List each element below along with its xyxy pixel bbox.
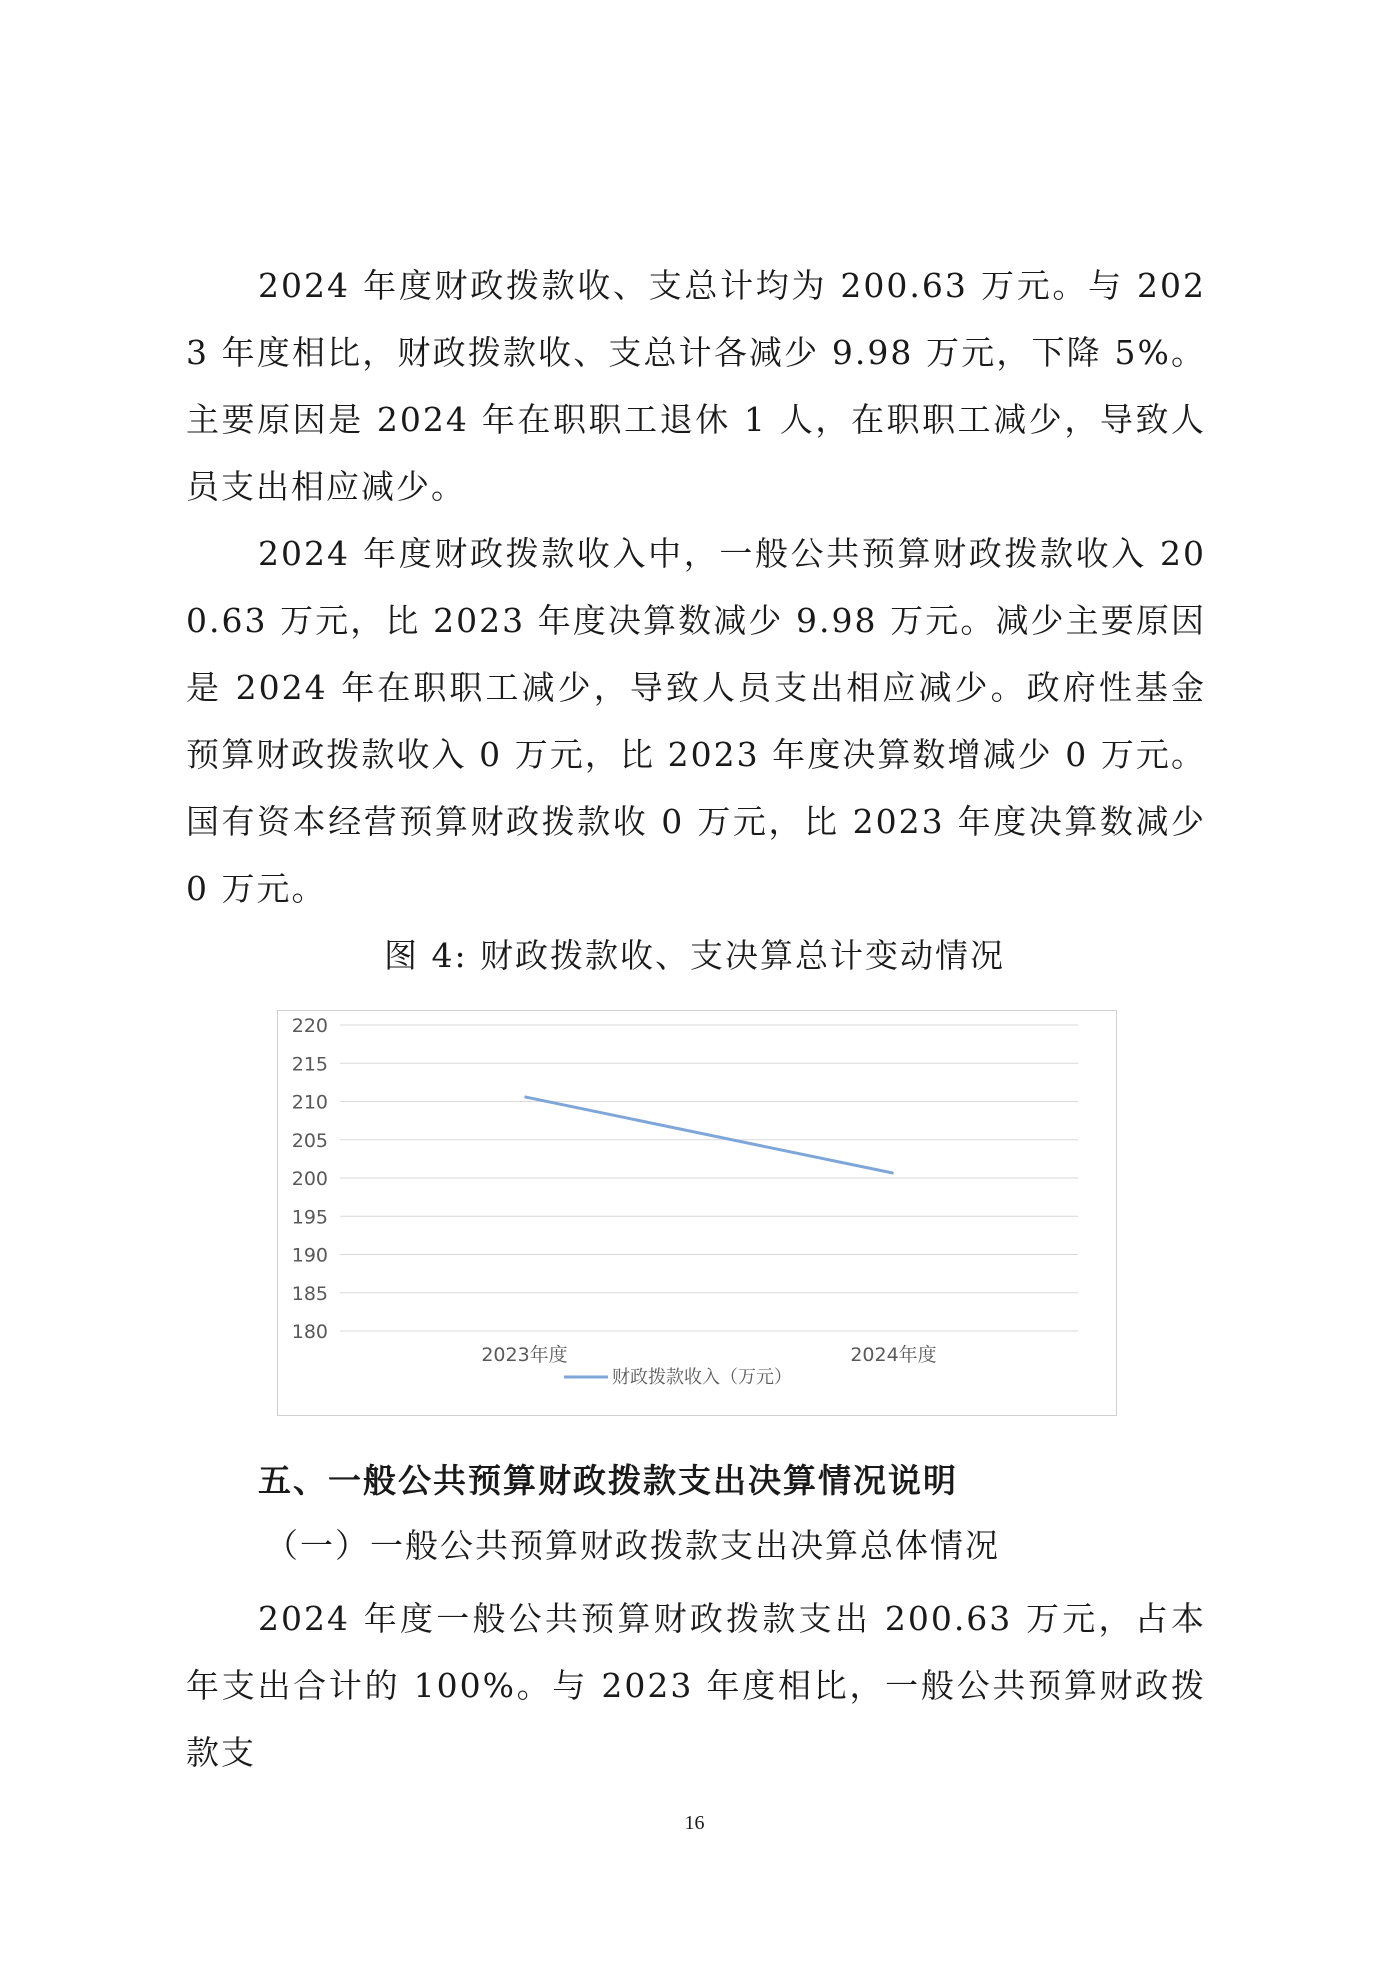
- y-tick-label: 190: [291, 1244, 328, 1267]
- paragraph-block-2: [186, 520, 1206, 922]
- y-tick-label: 205: [291, 1129, 328, 1152]
- section-heading: 五、一般公共预算财政拨款支出决算情况说明: [258, 1461, 958, 1500]
- y-tick-label: 195: [291, 1206, 328, 1229]
- paragraph-3: 2024 年度一般公共预算财政拨款支出 200.63 万元，占本年支出合计的 100%。与 2023 年度相比，一般公共预算财政拨款支: [186, 1599, 1206, 1772]
- series-line: [525, 1097, 894, 1173]
- y-tick-label: 200: [291, 1168, 328, 1190]
- y-tick-label: 210: [291, 1091, 328, 1114]
- legend-label: 财政拨款收入（万元）: [612, 1367, 792, 1388]
- chart-canvas: [278, 1011, 1116, 1415]
- figure-caption: 图 4: 财政拨款收、支决算总计变动情况: [383, 936, 1006, 975]
- x-tick-label: 2023年度: [481, 1344, 568, 1366]
- page-number: 16: [684, 1812, 705, 1834]
- y-tick-label: 220: [291, 1015, 328, 1037]
- sub-heading: （一）一般公共预算财政拨款支出决算总体情况: [265, 1526, 1000, 1565]
- paragraph-2: 2024 年度财政拨款收入中，一般公共预算财政拨款收入 200.63 万元，比 2023 年度决算数减少 9.98 万元。减少主要原因是 2024 年在职职工减少，导致人员支出相应减少。政府性基金预算财政拨款收入 0 万元，比 2023 年度决算数增减少 0 万元。国有资本经营预算财政拨款收 0 万元，比 2023 年度决算数减少 0 万元。: [186, 534, 1206, 908]
- paragraph-block-1: [186, 252, 1206, 520]
- y-tick-label: 180: [291, 1321, 328, 1343]
- paragraph-1: 2024 年度财政拨款收、支总计均为 200.63 万元。与 2023 年度相比，财政拨款收、支总计各减少 9.98 万元，下降 5%。主要原因是 2024 年在职职工退休 1 人，在职职工减少，导致人员支出相应减少。: [186, 266, 1206, 506]
- line-chart: [277, 1010, 1117, 1416]
- paragraph-block-3: [186, 1585, 1206, 1786]
- y-tick-label: 185: [291, 1282, 328, 1305]
- x-tick-label: 2024年度: [850, 1344, 937, 1366]
- y-tick-label: 215: [291, 1053, 328, 1076]
